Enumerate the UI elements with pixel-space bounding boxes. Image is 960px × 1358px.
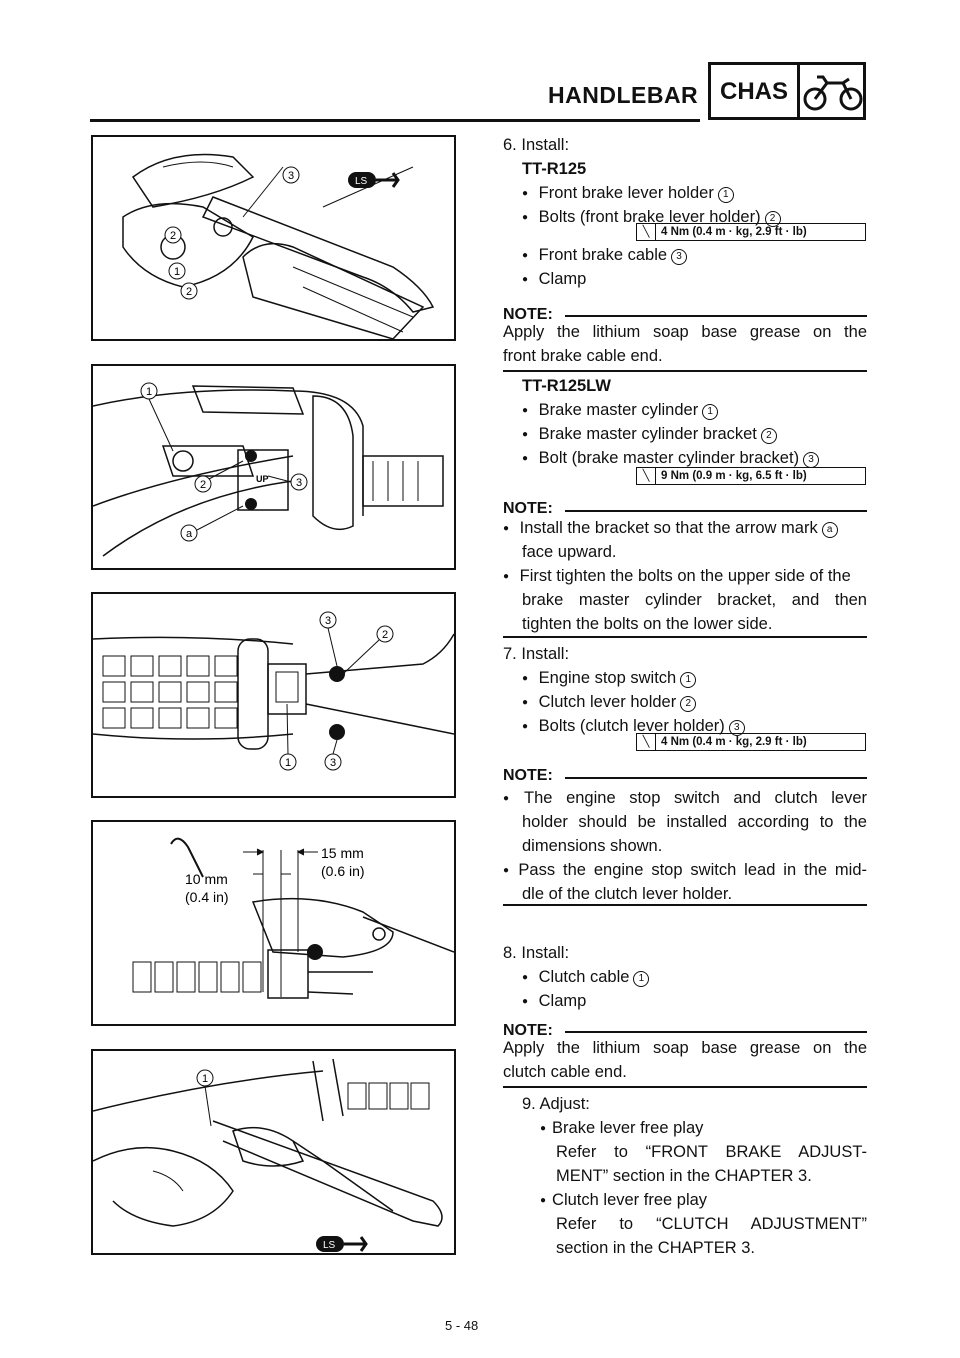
list-item: ● Clamp: [522, 267, 586, 294]
note-rule: [565, 1031, 867, 1033]
callout-a: a: [185, 528, 193, 540]
step8-heading: [503, 941, 569, 965]
note-text: holder should be installed according to the: [522, 813, 867, 831]
step-action: Install:: [521, 136, 570, 154]
note-text: dle of the clutch lever holder.: [522, 885, 733, 903]
figure-engine-stop-switch: [91, 592, 456, 798]
note-text: Apply the lithium soap base grease on the: [503, 1039, 867, 1057]
ref-number: 2: [680, 696, 696, 712]
step-action: Adjust:: [539, 1095, 590, 1113]
note-label: NOTE:: [503, 306, 553, 323]
callout-2b: 2: [185, 286, 193, 298]
dim-10mm: 10 mm: [185, 871, 228, 887]
note-text: front brake cable end.: [503, 347, 663, 365]
figure-clutch-holder-dimensions: [91, 820, 456, 1026]
callout-2: 2: [199, 479, 207, 491]
step7-heading: [503, 642, 569, 666]
torque-spec: ╲ 4 Nm (0.4 m · kg, 2.9 ft · lb): [636, 733, 866, 751]
ref-number: 1: [633, 971, 649, 987]
callout-2: 2: [381, 629, 389, 641]
list-item: ● Clamp: [522, 989, 586, 1016]
note-bullet: ● Pass the engine stop switch lead in the mid-: [503, 858, 867, 885]
step-action: Install:: [521, 645, 570, 663]
step-number: 8.: [503, 944, 517, 962]
torque-spec: ╲ 4 Nm (0.4 m · kg, 2.9 ft · lb): [636, 223, 866, 241]
step9-heading: [522, 1092, 590, 1116]
ref-letter: a: [822, 522, 838, 538]
note-end-rule: [503, 370, 867, 372]
ref-number: 1: [718, 187, 734, 203]
torque-wrench-icon: ╲: [637, 734, 656, 750]
dim-04in: (0.4 in): [185, 889, 229, 905]
note-label: NOTE:: [503, 1022, 553, 1039]
note-end-rule: [503, 904, 867, 906]
callout-2: 2: [169, 230, 177, 242]
ref-number: 2: [761, 428, 777, 444]
torque-wrench-icon: ╲: [637, 468, 656, 484]
list-item: ● Bolts (clutch lever holder) 3: [522, 714, 745, 741]
callout-1: 1: [173, 266, 181, 278]
page-number: 5 - 48: [445, 1318, 479, 1333]
header-rule: [90, 119, 700, 122]
reference-text: MENT” section in the CHAPTER 3.: [556, 1167, 812, 1185]
figure-brake-master-cylinder: [91, 364, 456, 570]
ref-number: 3: [803, 452, 819, 468]
ref-number: 1: [680, 672, 696, 688]
list-item: ● Bolts (front brake lever holder) 2: [522, 205, 781, 232]
note-text: dimensions shown.: [522, 837, 663, 855]
note-end-rule: [503, 1086, 867, 1088]
ref-number: 3: [671, 249, 687, 265]
dim-06in: (0.6 in): [321, 863, 365, 879]
note-rule: [565, 315, 867, 317]
callout-3: 3: [295, 477, 303, 489]
note-rule: [565, 777, 867, 779]
lube-stamp-text: LS: [323, 1240, 336, 1251]
note-text: brake master cylinder bracket, and then: [522, 591, 867, 609]
note-rule: [565, 510, 867, 512]
torque-spec: ╲ 9 Nm (0.9 m · kg, 6.5 ft · lb): [636, 467, 866, 485]
ref-number: 2: [765, 211, 781, 227]
note-bullet: ● First tighten the bolts on the upper side of the: [503, 564, 851, 591]
list-item: ● Engine stop switch 1: [522, 666, 696, 693]
up-mark: UP: [256, 474, 269, 484]
callout-1: 1: [145, 386, 153, 398]
callout-3b: 3: [329, 757, 337, 769]
motorcycle-icon: [803, 73, 863, 113]
list-item: ● Brake master cylinder bracket 2: [522, 422, 777, 449]
callout-3: 3: [324, 615, 332, 627]
list-item: ● Bolt (brake master cylinder bracket) 3: [522, 446, 819, 473]
list-item: ● Clutch lever free play: [540, 1188, 707, 1215]
ref-number: 3: [729, 720, 745, 736]
ref-number: 1: [702, 404, 718, 420]
reference-text: section in the CHAPTER 3.: [556, 1239, 755, 1257]
list-item: ● Front brake lever holder 1: [522, 181, 734, 208]
note-text: face upward.: [522, 543, 617, 561]
note-end-rule: [503, 636, 867, 638]
callout-3: 3: [287, 170, 295, 182]
step-number: 7.: [503, 645, 517, 663]
reference-text: Refer to “FRONT BRAKE ADJUST-: [556, 1143, 867, 1161]
step-number: 9.: [522, 1095, 536, 1113]
model-label-ttr125lw: TT-R125LW: [522, 377, 611, 395]
step-number: 6.: [503, 136, 517, 154]
list-item: ● Front brake cable 3: [522, 243, 687, 270]
note-bullet: ● The engine stop switch and clutch lever: [503, 786, 867, 813]
model-label-ttr125: TT-R125: [522, 160, 587, 178]
note-text: tighten the bolts on the lower side.: [522, 615, 773, 633]
note-bullet: ● Install the bracket so that the arrow mark a: [503, 516, 838, 543]
chapter-tab-divider: [797, 65, 800, 117]
chapter-label: CHAS: [719, 78, 788, 105]
note-text: Apply the lithium soap base grease on the: [503, 323, 867, 341]
figure-clutch-cable: [91, 1049, 456, 1255]
note-label: NOTE:: [503, 500, 553, 517]
list-item: ● Clutch cable 1: [522, 965, 649, 992]
list-item: ● Brake lever free play: [540, 1116, 703, 1143]
lube-stamp-text: LS: [355, 176, 368, 187]
dim-15mm: 15 mm: [321, 845, 364, 861]
section-title: HANDLEBAR: [548, 82, 699, 108]
note-label: NOTE:: [503, 767, 553, 784]
list-item: ● Clutch lever holder 2: [522, 690, 696, 717]
figure-front-brake-lever: [91, 135, 456, 341]
note-text: clutch cable end.: [503, 1063, 627, 1081]
torque-wrench-icon: ╲: [637, 224, 656, 240]
callout-1: 1: [284, 757, 292, 769]
callout-1: 1: [201, 1073, 209, 1085]
list-item: ● Brake master cylinder 1: [522, 398, 718, 425]
chapter-tab: [708, 62, 866, 120]
step6-heading: [503, 133, 569, 157]
reference-text: Refer to “CLUTCH ADJUSTMENT”: [556, 1215, 867, 1233]
step-action: Install:: [521, 944, 570, 962]
